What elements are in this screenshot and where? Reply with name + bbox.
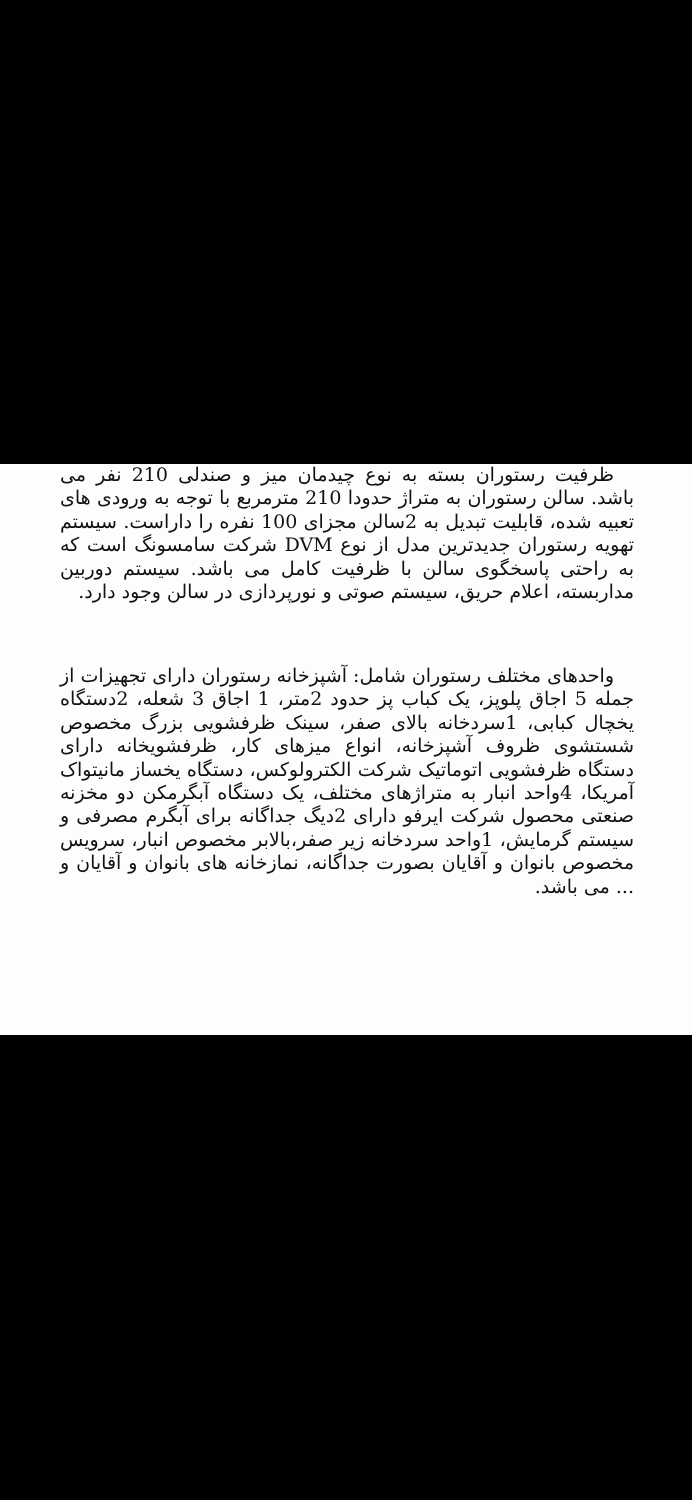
bottom-black-area (0, 1035, 692, 1500)
document-image (0, 464, 692, 1035)
paragraph-units: واحدهای مختلف رستوران شامل: آشپزخانه رستوران دارای تجهیزات از جمله 5 اجاق پلوپز، یک کباب پز حدود 2متر، 1 اجاق 3 شعله، 2دستگاه یخچال کبابی، 1سردخانه بالای صفر، سینک ظرفشویی بزرگ مخصوص شستشوی ظروف آشپزخانه، انواع میزهای کار، ظرفشویخانه دارای دستگاه ظرفشویی اتوماتیک شرکت الکترولوکس، دستگاه یخساز مانیتواک آمریکا، 4واحد انبار به متراژهای مختلف، یک دستگاه آبگرمکن دو مخزنه صنعتی محصول شرکت ایرفو دارای 2دیگ جداگانه برای آبگرم مصرفی و سیستم گرمایش، 1واحد سردخانه زیر صفر،بالابر مخصوص انبار، سرویس مخصوص بانوان و آقایان بصورت جداگانه، نمازخانه های بانوان و آقایان و ... می باشد. (60, 665, 635, 898)
top-black-area (0, 0, 692, 464)
paragraph-capacity: ظرفیت رستوران بسته به نوع چیدمان میز و صندلی 210 نفر می باشد. سالن رستوران به متراژ حدودا 210 مترمربع با توجه به ورودی های تعبیه شده، قابلیت تبدیل به 2سالن مجزای 100 نفره را داراست. سیستم تهویه رستوران جدیدترین مدل از نوع DVM شرکت سامسونگ است که به راحتی پاسخگوی سالن با ظرفیت کامل می باشد. سیستم دوربین مداربسته، اعلام حریق، سیستم صوتی و نورپردازی در سالن وجود دارد. (60, 464, 635, 604)
